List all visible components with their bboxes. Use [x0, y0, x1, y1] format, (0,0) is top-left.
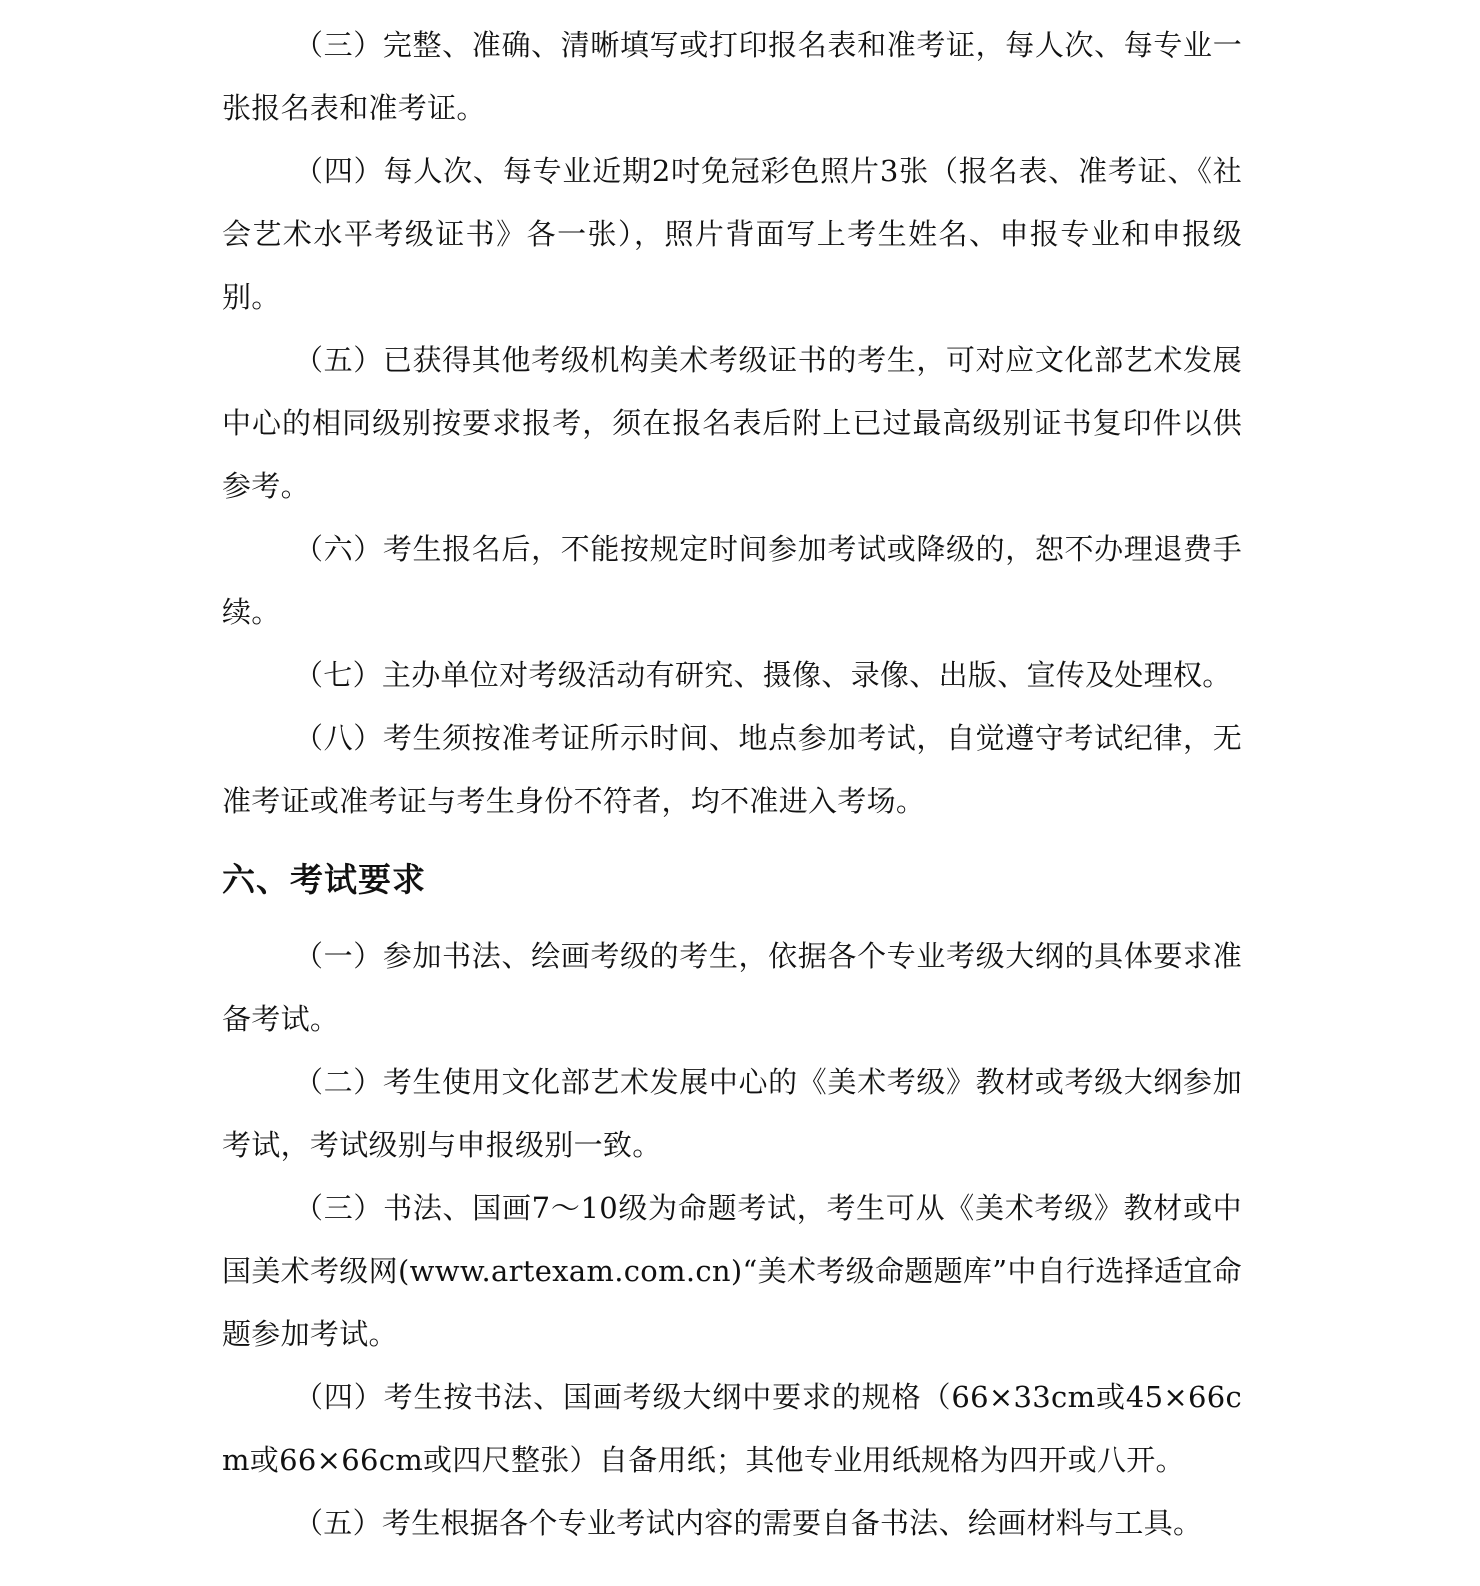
paragraph-registration-8: （八）考生须按准考证所示时间、地点参加考试，自觉遵守考试纪律，无准考证或准考证与考生身份不符者，均不准进入考场。	[222, 721, 1242, 818]
paragraph-registration-3: （三）完整、准确、清晰填写或打印报名表和准考证，每人次、每专业一张报名表和准考证。	[222, 28, 1242, 125]
paragraph-exam-4: （四）考生按书法、国画考级大纲中要求的规格（66×33cm或45×66cm或66×66cm或四尺整张）自备用纸；其他专业用纸规格为四开或八开。	[222, 1380, 1242, 1477]
paragraph-registration-5: （五）已获得其他考级机构美术考级证书的考生，可对应文化部艺术发展中心的相同级别按要求报考，须在报名表后附上已过最高级别证书复印件以供参考。	[222, 343, 1242, 503]
section-heading-exam-requirements: 六、考试要求	[222, 860, 426, 899]
paragraph-registration-6: （六）考生报名后，不能按规定时间参加考试或降级的，恕不办理退费手续。	[222, 532, 1242, 629]
paragraph-registration-7: （七）主办单位对考级活动有研究、摄像、录像、出版、宣传及处理权。	[294, 658, 1232, 692]
paragraph-exam-1: （一）参加书法、绘画考级的考生，依据各个专业考级大纲的具体要求准备考试。	[222, 939, 1242, 1036]
paragraph-exam-2: （二）考生使用文化部艺术发展中心的《美术考级》教材或考级大纲参加考试，考试级别与申报级别一致。	[222, 1065, 1242, 1162]
paragraph-registration-4: （四）每人次、每专业近期2吋免冠彩色照片3张（报名表、准考证、《社会艺术水平考级证书》各一张），照片背面写上考生姓名、申报专业和申报级别。	[222, 154, 1242, 314]
paragraph-exam-3: （三）书法、国画7～10级为命题考试，考生可从《美术考级》教材或中国美术考级网(www.artexam.com.cn)“美术考级命题题库”中自行选择适宜命题参加考试。	[222, 1191, 1242, 1351]
paragraph-exam-5: （五）考生根据各个专业考试内容的需要自备书法、绘画材料与工具。	[294, 1506, 1203, 1540]
document-body	[222, 14, 1242, 1555]
